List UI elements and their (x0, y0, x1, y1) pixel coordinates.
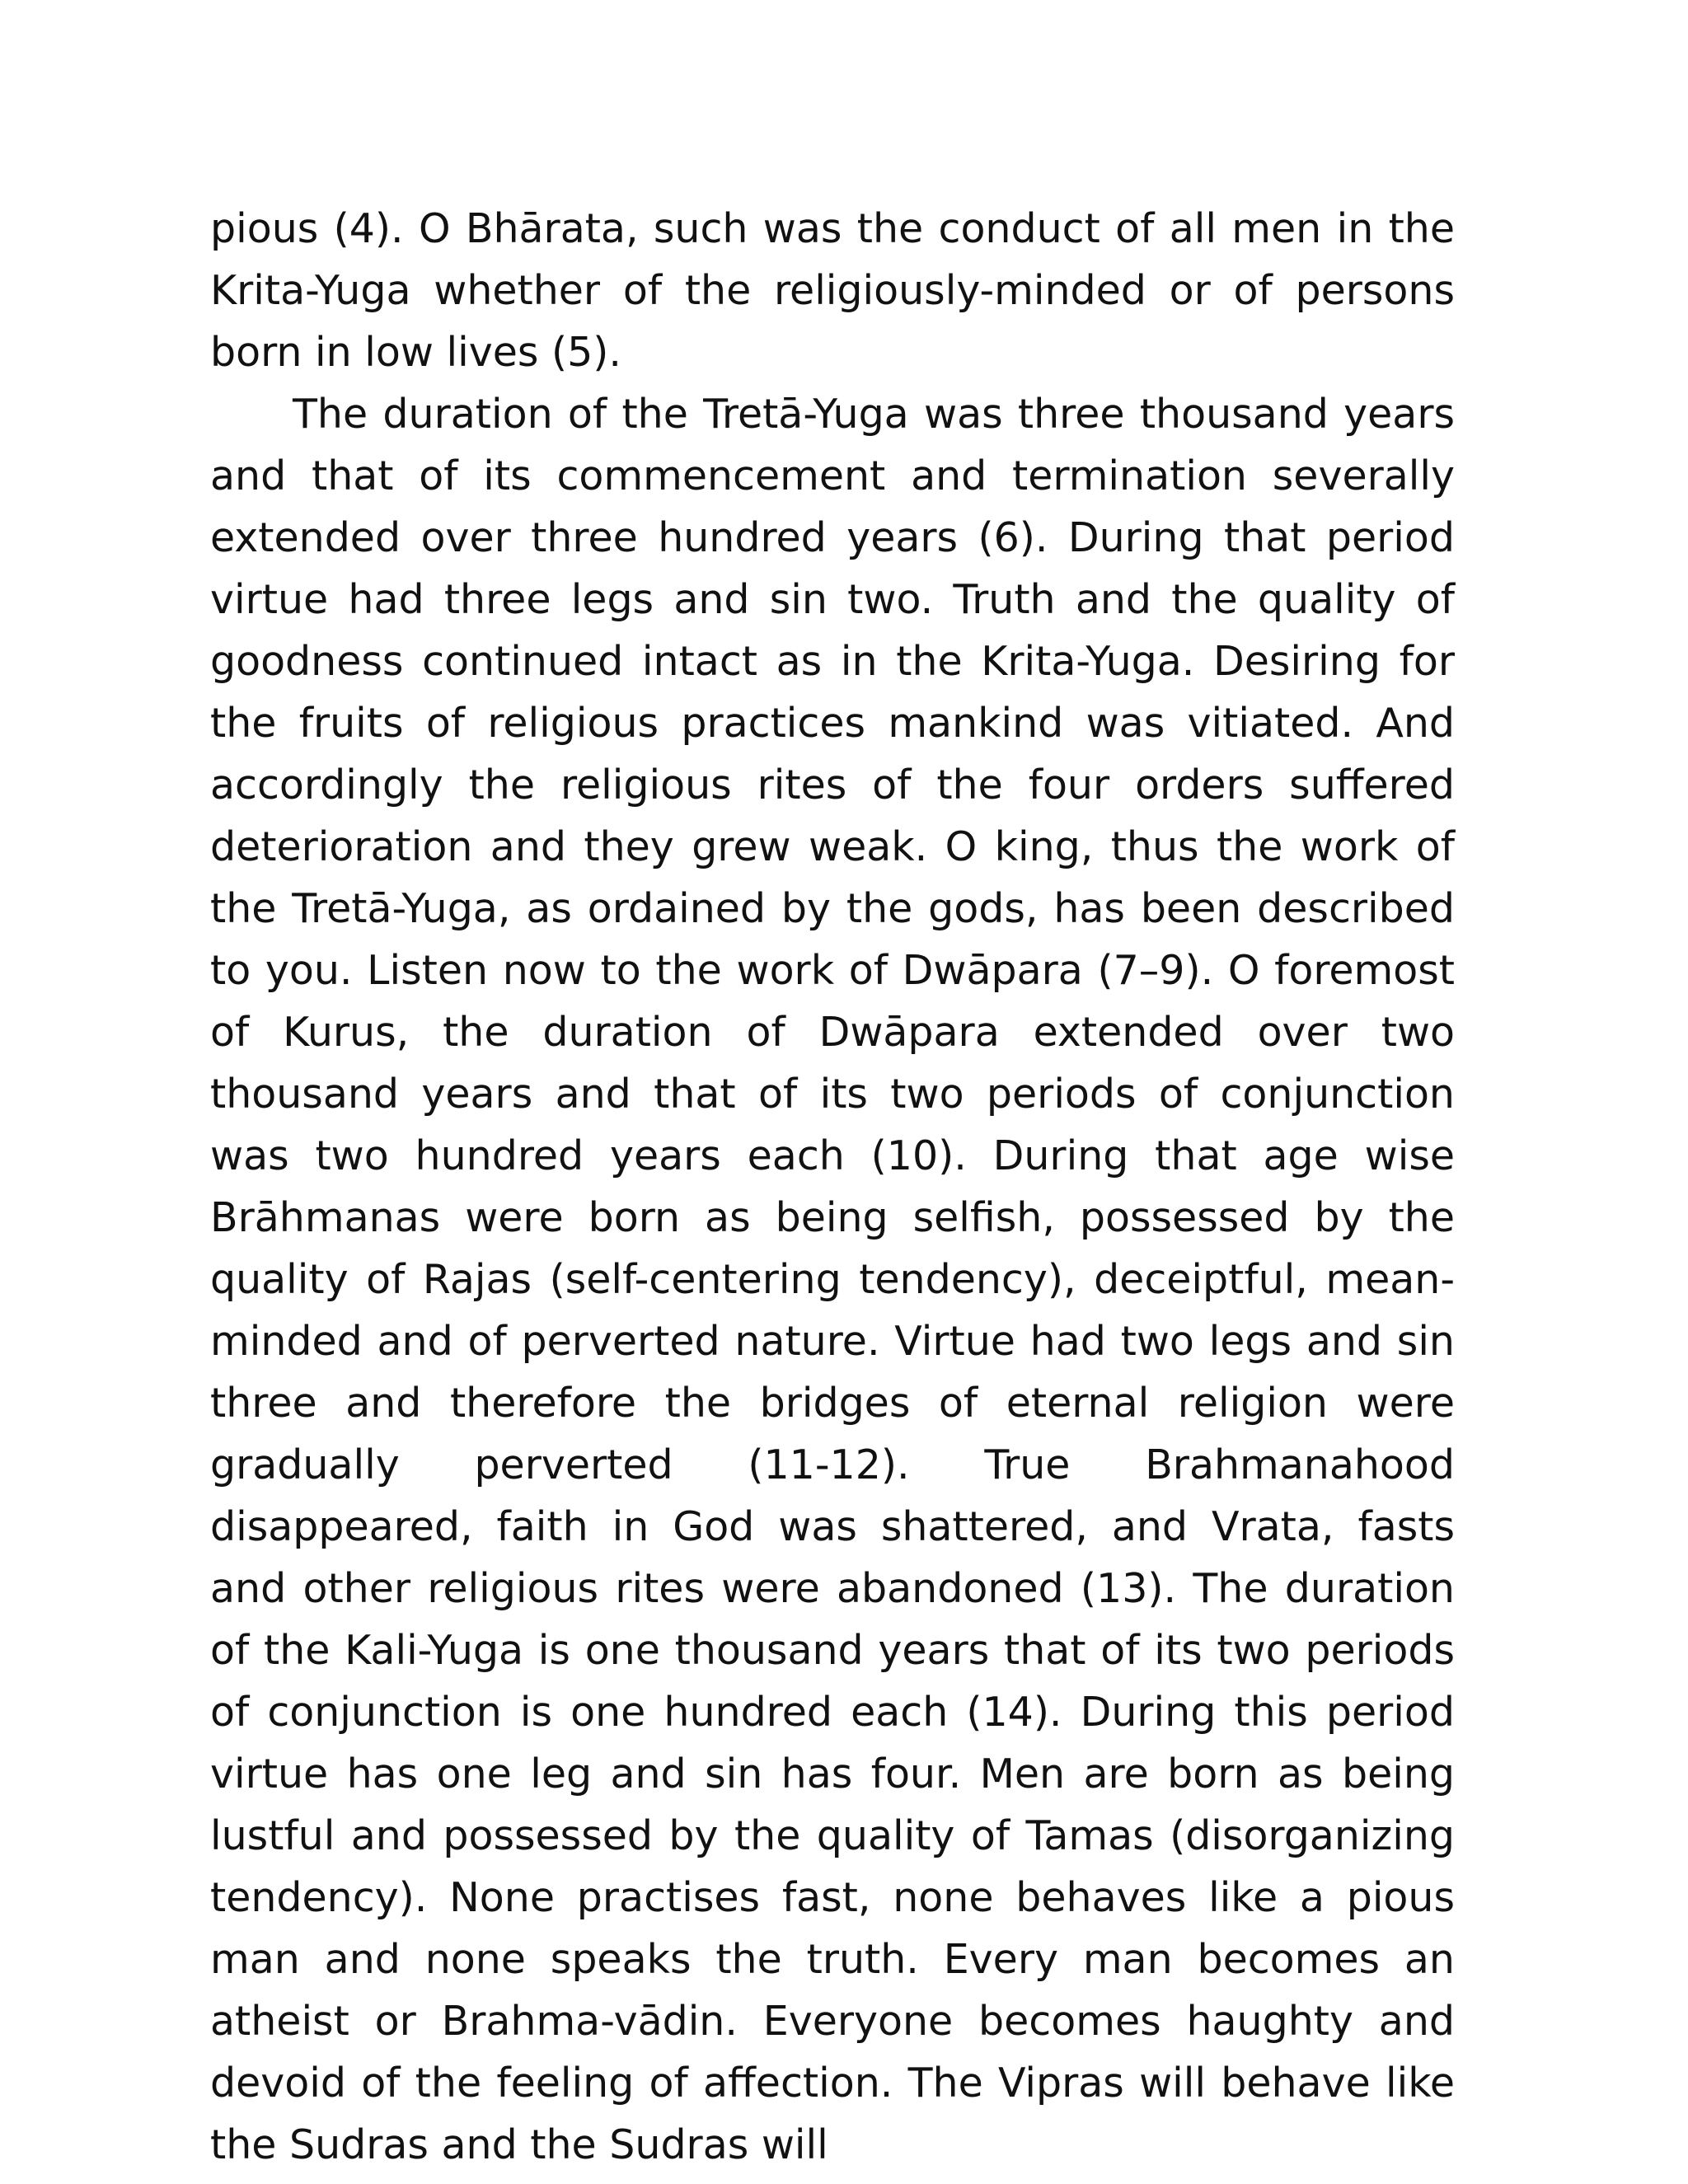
document-page (210, 198, 1455, 2176)
paragraph-yugas: The duration of the Tretā-Yuga was three thousand years and that of its commencement and termination severally extended over three hundred years (6). During that period virtue had three legs and sin two. Truth and the quality of goodness continued intact as in the Krita-Yuga. Desiring for the fruits of religious practices mankind was vitiated. And accordingly the religious rites of the four orders suffered deterioration and they grew weak. O king, thus the work of the Tretā-Yuga, as ordained by the gods, has been described to you. Listen now to the work of Dwāpara (7–9). O foremost of Kurus, the duration of Dwāpara extended over two thousand years and that of its two periods of conjunction was two hundred years each (10). During that age wise Brāhmanas were born as being selfish, possessed by the quality of Rajas (self-centering tendency), deceiptful, mean-minded and of perverted nature. Virtue had two legs and sin three and therefore the bridges of eternal religion were gradually perverted (11-12). True Brahmanahood disappeared, faith in God was shattered, and Vrata, fasts and other religious rites were abandoned (13). The duration of the Kali-Yuga is one thousand years that of its two periods of conjunction is one hundred each (14). During this period virtue has one leg and sin has four. Men are born as being lustful and possessed by the quality of Tamas (disorganizing tendency). None practises fast, none behaves like a pious man and none speaks the truth. Every man becomes an atheist or Brahma-vādin. Everyone becomes haughty and devoid of the feeling of affection. The Vipras will behave like the Sudras and the Sudras will (210, 391, 1455, 2168)
paragraph-continuation: pious (4). O Bhārata, such was the conduct of all men in the Krita-Yuga whether of the religiously-minded or of persons born in low lives (5). (210, 205, 1455, 376)
